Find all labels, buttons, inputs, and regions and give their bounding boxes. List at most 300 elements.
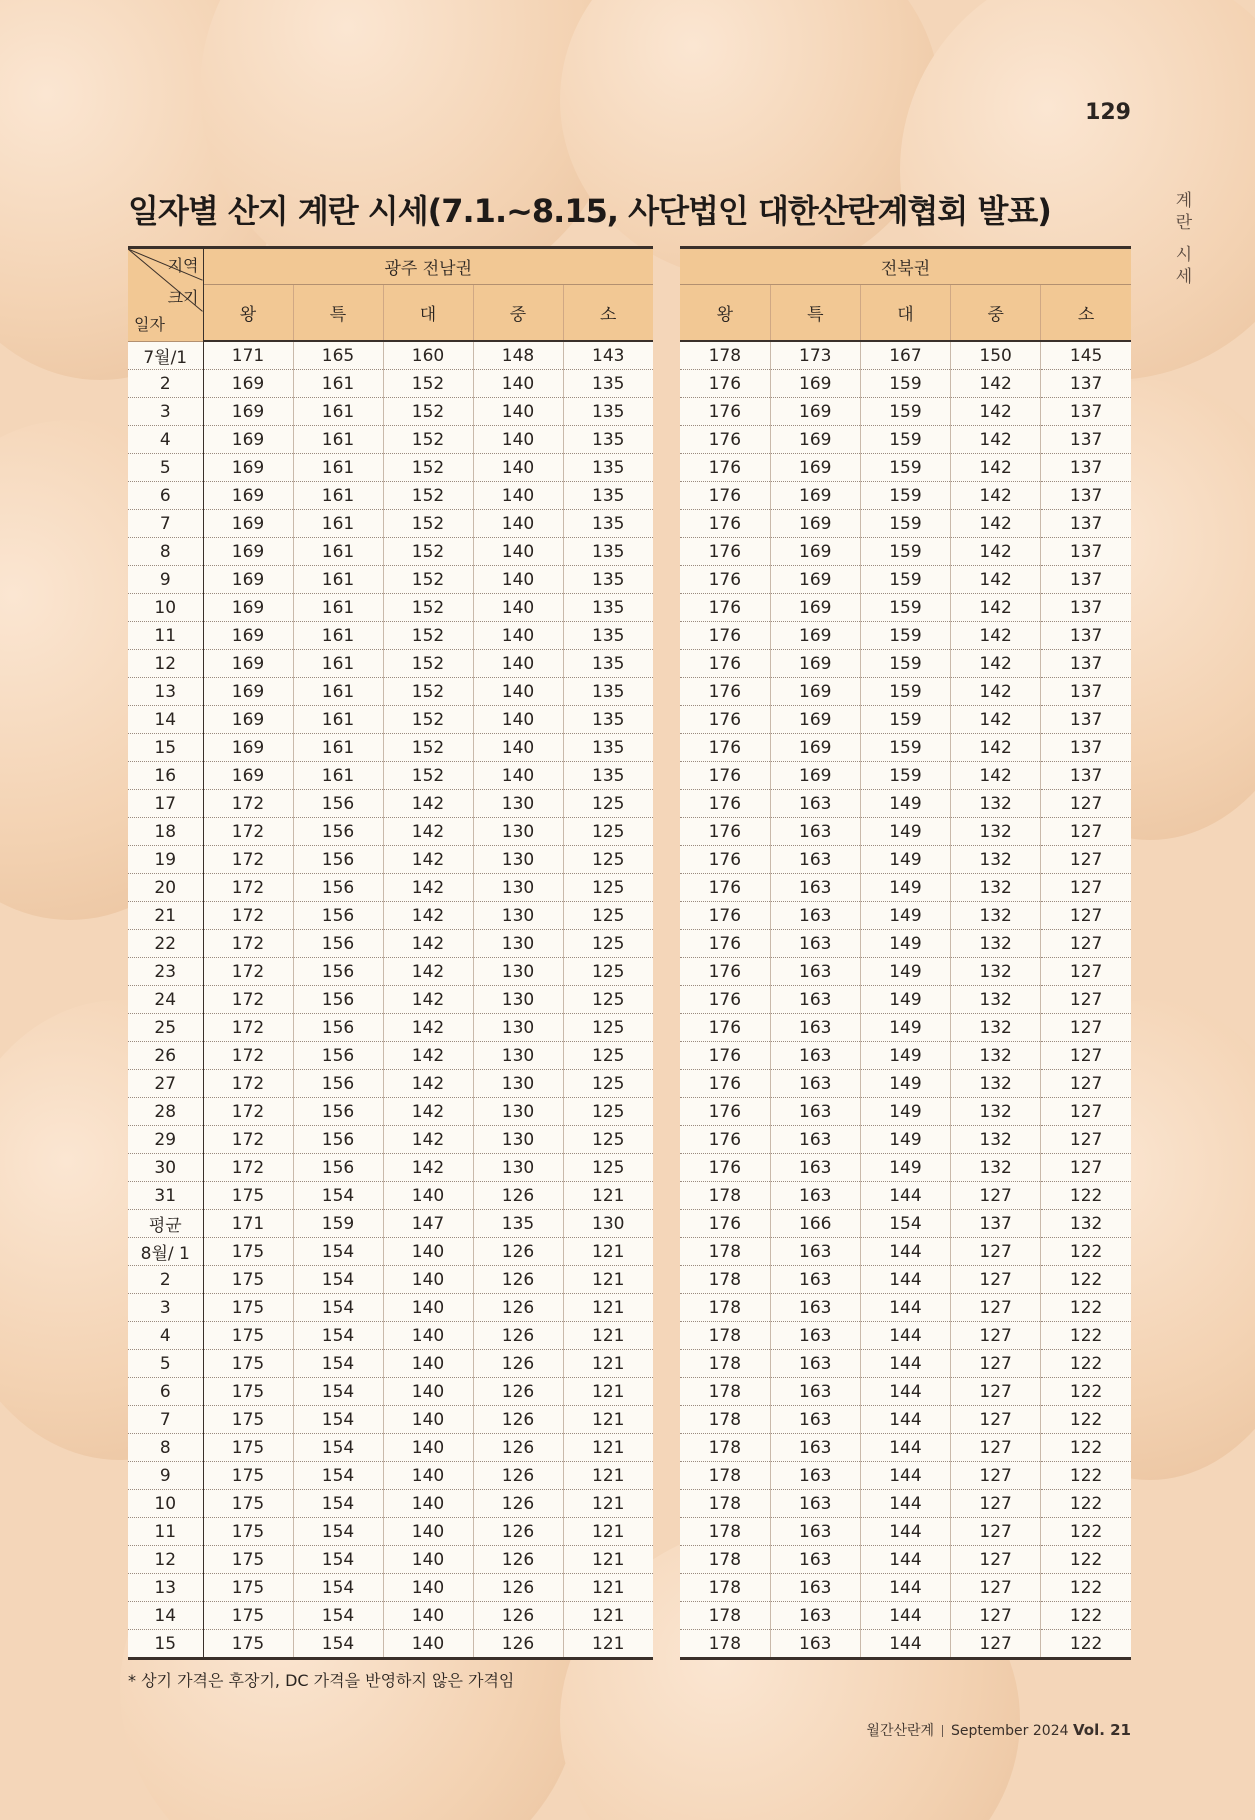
price-cell: 154 — [293, 1630, 383, 1659]
price-cell: 127 — [1041, 1126, 1131, 1154]
price-cell: 125 — [563, 1154, 653, 1182]
table-row — [128, 482, 653, 510]
price-cell: 132 — [951, 930, 1041, 958]
price-cell: 132 — [951, 1098, 1041, 1126]
size-header: 특 — [293, 285, 383, 342]
price-cell: 169 — [203, 762, 293, 790]
price-cell: 126 — [473, 1378, 563, 1406]
gwangju-jeonnam-table-container — [128, 246, 653, 1660]
price-cell: 154 — [293, 1490, 383, 1518]
jeonbuk-price-table — [680, 246, 1131, 1660]
price-cell: 126 — [473, 1322, 563, 1350]
price-cell: 169 — [203, 398, 293, 426]
price-cell: 159 — [860, 650, 950, 678]
corner-size-label: 크기 — [167, 288, 199, 307]
day-cell: 24 — [128, 986, 203, 1014]
table-row — [680, 1574, 1131, 1602]
price-cell: 163 — [770, 874, 860, 902]
price-cell: 126 — [473, 1182, 563, 1210]
price-cell: 121 — [563, 1630, 653, 1659]
price-cell: 137 — [1041, 678, 1131, 706]
price-cell: 125 — [563, 930, 653, 958]
price-cell: 142 — [951, 510, 1041, 538]
price-cell: 122 — [1041, 1546, 1131, 1574]
price-cell: 154 — [293, 1546, 383, 1574]
price-cell: 122 — [1041, 1378, 1131, 1406]
price-cell: 172 — [203, 1126, 293, 1154]
price-cell: 126 — [473, 1406, 563, 1434]
price-cell: 137 — [1041, 734, 1131, 762]
price-cell: 140 — [473, 454, 563, 482]
table-row — [680, 1378, 1131, 1406]
price-cell: 154 — [293, 1378, 383, 1406]
price-cell: 176 — [680, 566, 770, 594]
price-cell: 125 — [563, 818, 653, 846]
price-cell: 163 — [770, 902, 860, 930]
price-cell: 161 — [293, 538, 383, 566]
price-cell: 172 — [203, 902, 293, 930]
price-cell: 132 — [951, 1126, 1041, 1154]
page-number: 129 — [1085, 100, 1131, 125]
price-cell: 145 — [1041, 341, 1131, 370]
price-cell: 172 — [203, 1014, 293, 1042]
day-cell: 9 — [128, 1462, 203, 1490]
price-cell: 163 — [770, 1350, 860, 1378]
price-cell: 169 — [203, 650, 293, 678]
table-row — [680, 734, 1131, 762]
price-cell: 159 — [860, 566, 950, 594]
price-cell: 178 — [680, 341, 770, 370]
price-cell: 156 — [293, 1042, 383, 1070]
price-cell: 135 — [563, 678, 653, 706]
price-cell: 127 — [951, 1406, 1041, 1434]
price-cell: 121 — [563, 1238, 653, 1266]
price-cell: 130 — [473, 790, 563, 818]
price-cell: 169 — [770, 482, 860, 510]
price-cell: 127 — [1041, 874, 1131, 902]
price-cell: 148 — [473, 341, 563, 370]
price-cell: 160 — [383, 341, 473, 370]
price-cell: 130 — [473, 986, 563, 1014]
price-cell: 121 — [563, 1434, 653, 1462]
price-cell: 149 — [860, 902, 950, 930]
price-cell: 163 — [770, 1434, 860, 1462]
price-cell: 156 — [293, 1154, 383, 1182]
price-cell: 156 — [293, 1070, 383, 1098]
price-cell: 135 — [563, 398, 653, 426]
price-cell: 130 — [473, 958, 563, 986]
price-cell: 159 — [293, 1210, 383, 1238]
price-cell: 176 — [680, 986, 770, 1014]
table-row — [680, 1266, 1131, 1294]
side-label-char: 시 — [1175, 245, 1193, 265]
price-cell: 137 — [1041, 650, 1131, 678]
price-cell: 176 — [680, 482, 770, 510]
table-row — [680, 1098, 1131, 1126]
price-cell: 130 — [473, 1014, 563, 1042]
price-cell: 137 — [1041, 538, 1131, 566]
price-cell: 171 — [203, 341, 293, 370]
price-cell: 169 — [770, 678, 860, 706]
price-cell: 140 — [383, 1378, 473, 1406]
price-cell: 175 — [203, 1322, 293, 1350]
day-cell: 23 — [128, 958, 203, 986]
day-cell: 14 — [128, 1602, 203, 1630]
side-label-char: 세 — [1175, 267, 1193, 287]
price-cell: 122 — [1041, 1266, 1131, 1294]
price-cell: 152 — [383, 734, 473, 762]
price-cell: 127 — [951, 1462, 1041, 1490]
price-cell: 154 — [293, 1350, 383, 1378]
price-cell: 154 — [293, 1406, 383, 1434]
price-cell: 175 — [203, 1266, 293, 1294]
price-cell: 178 — [680, 1350, 770, 1378]
table-row — [128, 1602, 653, 1630]
price-cell: 176 — [680, 426, 770, 454]
price-cell: 143 — [563, 341, 653, 370]
price-cell: 152 — [383, 650, 473, 678]
price-cell: 163 — [770, 1042, 860, 1070]
price-cell: 144 — [860, 1238, 950, 1266]
table-row — [680, 1238, 1131, 1266]
price-cell: 169 — [203, 482, 293, 510]
jeonbuk-table-container — [680, 246, 1131, 1660]
price-cell: 127 — [1041, 930, 1131, 958]
price-cell: 122 — [1041, 1350, 1131, 1378]
price-cell: 142 — [383, 846, 473, 874]
price-cell: 140 — [473, 678, 563, 706]
price-cell: 142 — [951, 734, 1041, 762]
price-cell: 135 — [563, 762, 653, 790]
price-cell: 156 — [293, 1014, 383, 1042]
price-cell: 154 — [860, 1210, 950, 1238]
price-cell: 163 — [770, 1378, 860, 1406]
price-cell: 163 — [770, 1630, 860, 1659]
price-cell: 154 — [293, 1434, 383, 1462]
day-cell: 29 — [128, 1126, 203, 1154]
price-cell: 176 — [680, 930, 770, 958]
price-cell: 178 — [680, 1518, 770, 1546]
price-cell: 161 — [293, 678, 383, 706]
price-cell: 169 — [770, 622, 860, 650]
price-cell: 176 — [680, 678, 770, 706]
price-cell: 144 — [860, 1546, 950, 1574]
table-row — [128, 874, 653, 902]
price-cell: 127 — [1041, 1042, 1131, 1070]
price-cell: 140 — [383, 1574, 473, 1602]
price-cell: 135 — [563, 538, 653, 566]
size-header: 대 — [860, 285, 950, 342]
price-cell: 142 — [951, 426, 1041, 454]
price-cell: 140 — [383, 1294, 473, 1322]
day-cell: 18 — [128, 818, 203, 846]
price-cell: 142 — [383, 1042, 473, 1070]
price-cell: 169 — [203, 538, 293, 566]
table-row — [680, 1630, 1131, 1659]
price-cell: 125 — [563, 790, 653, 818]
price-cell: 127 — [1041, 818, 1131, 846]
price-cell: 137 — [1041, 398, 1131, 426]
price-cell: 167 — [860, 341, 950, 370]
price-cell: 169 — [770, 398, 860, 426]
price-cell: 172 — [203, 930, 293, 958]
price-cell: 132 — [951, 1042, 1041, 1070]
price-cell: 156 — [293, 986, 383, 1014]
table-row — [680, 706, 1131, 734]
price-cell: 169 — [770, 734, 860, 762]
price-cell: 130 — [473, 1154, 563, 1182]
price-cell: 175 — [203, 1630, 293, 1659]
price-cell: 152 — [383, 762, 473, 790]
price-cell: 149 — [860, 958, 950, 986]
table-row — [128, 370, 653, 398]
day-cell: 31 — [128, 1182, 203, 1210]
price-cell: 127 — [951, 1434, 1041, 1462]
price-cell: 154 — [293, 1266, 383, 1294]
footer-divider — [942, 1725, 943, 1737]
price-cell: 161 — [293, 650, 383, 678]
price-cell: 176 — [680, 790, 770, 818]
price-cell: 161 — [293, 762, 383, 790]
day-cell: 2 — [128, 370, 203, 398]
price-cell: 163 — [770, 1518, 860, 1546]
table-row — [128, 1266, 653, 1294]
price-cell: 126 — [473, 1238, 563, 1266]
price-cell: 163 — [770, 818, 860, 846]
day-cell: 7월/1 — [128, 341, 203, 370]
price-cell: 163 — [770, 1574, 860, 1602]
price-cell: 137 — [1041, 706, 1131, 734]
day-cell: 13 — [128, 678, 203, 706]
price-cell: 176 — [680, 370, 770, 398]
price-cell: 178 — [680, 1462, 770, 1490]
table-row — [680, 762, 1131, 790]
price-cell: 142 — [383, 1014, 473, 1042]
price-cell: 127 — [1041, 958, 1131, 986]
table-row — [680, 1322, 1131, 1350]
price-cell: 176 — [680, 1070, 770, 1098]
price-cell: 163 — [770, 1126, 860, 1154]
price-cell: 159 — [860, 678, 950, 706]
day-cell: 2 — [128, 1266, 203, 1294]
day-cell: 27 — [128, 1070, 203, 1098]
table-row — [128, 594, 653, 622]
price-cell: 175 — [203, 1546, 293, 1574]
table-row — [128, 341, 653, 370]
price-cell: 132 — [951, 874, 1041, 902]
table-row — [128, 1434, 653, 1462]
price-cell: 140 — [383, 1350, 473, 1378]
price-cell: 161 — [293, 622, 383, 650]
table-row — [128, 1574, 653, 1602]
volume-label: Vol. 21 — [1072, 1721, 1131, 1739]
price-cell: 161 — [293, 706, 383, 734]
price-cell: 126 — [473, 1546, 563, 1574]
price-cell: 163 — [770, 1294, 860, 1322]
price-cell: 122 — [1041, 1518, 1131, 1546]
price-cell: 149 — [860, 930, 950, 958]
table-row — [128, 1322, 653, 1350]
price-cell: 121 — [563, 1546, 653, 1574]
price-cell: 122 — [1041, 1322, 1131, 1350]
price-cell: 137 — [1041, 622, 1131, 650]
price-cell: 142 — [383, 874, 473, 902]
table-row — [680, 1406, 1131, 1434]
table-row — [680, 650, 1131, 678]
price-cell: 125 — [563, 958, 653, 986]
price-cell: 140 — [473, 482, 563, 510]
price-cell: 163 — [770, 790, 860, 818]
price-cell: 125 — [563, 846, 653, 874]
price-cell: 126 — [473, 1462, 563, 1490]
price-cell: 156 — [293, 874, 383, 902]
price-cell: 163 — [770, 1098, 860, 1126]
price-cell: 135 — [563, 706, 653, 734]
table-row — [128, 1098, 653, 1126]
price-cell: 149 — [860, 1070, 950, 1098]
price-cell: 142 — [951, 622, 1041, 650]
day-cell: 12 — [128, 650, 203, 678]
price-cell: 169 — [770, 454, 860, 482]
table-row — [680, 1434, 1131, 1462]
price-cell: 161 — [293, 454, 383, 482]
price-cell: 132 — [951, 790, 1041, 818]
price-cell: 172 — [203, 874, 293, 902]
price-cell: 122 — [1041, 1490, 1131, 1518]
table-row — [680, 874, 1131, 902]
price-cell: 156 — [293, 846, 383, 874]
price-cell: 152 — [383, 566, 473, 594]
day-cell: 7 — [128, 510, 203, 538]
price-cell: 152 — [383, 454, 473, 482]
price-cell: 125 — [563, 1014, 653, 1042]
table-row — [680, 1126, 1131, 1154]
price-cell: 169 — [770, 762, 860, 790]
price-cell: 163 — [770, 1266, 860, 1294]
table-row — [128, 678, 653, 706]
price-cell: 127 — [1041, 1070, 1131, 1098]
price-cell: 121 — [563, 1182, 653, 1210]
day-cell: 10 — [128, 594, 203, 622]
day-cell: 9 — [128, 566, 203, 594]
price-cell: 149 — [860, 1154, 950, 1182]
table-row — [680, 678, 1131, 706]
price-cell: 169 — [770, 566, 860, 594]
price-cell: 161 — [293, 370, 383, 398]
price-cell: 163 — [770, 1546, 860, 1574]
price-cell: 140 — [383, 1518, 473, 1546]
table-row — [680, 986, 1131, 1014]
price-cell: 163 — [770, 930, 860, 958]
price-cell: 176 — [680, 902, 770, 930]
table-row — [680, 930, 1131, 958]
price-cell: 144 — [860, 1434, 950, 1462]
price-cell: 142 — [951, 762, 1041, 790]
price-cell: 163 — [770, 1014, 860, 1042]
price-cell: 125 — [563, 1070, 653, 1098]
price-cell: 175 — [203, 1294, 293, 1322]
price-cell: 144 — [860, 1182, 950, 1210]
price-cell: 172 — [203, 818, 293, 846]
price-cell: 176 — [680, 818, 770, 846]
price-cell: 144 — [860, 1406, 950, 1434]
price-cell: 142 — [383, 1070, 473, 1098]
price-cell: 178 — [680, 1434, 770, 1462]
price-cell: 176 — [680, 1126, 770, 1154]
table-row — [128, 1546, 653, 1574]
price-cell: 159 — [860, 706, 950, 734]
price-cell: 135 — [563, 566, 653, 594]
price-cell: 130 — [563, 1210, 653, 1238]
price-cell: 127 — [951, 1490, 1041, 1518]
price-cell: 144 — [860, 1602, 950, 1630]
price-cell: 169 — [203, 706, 293, 734]
price-cell: 156 — [293, 958, 383, 986]
price-cell: 154 — [293, 1574, 383, 1602]
price-cell: 144 — [860, 1574, 950, 1602]
price-cell: 161 — [293, 426, 383, 454]
price-cell: 175 — [203, 1574, 293, 1602]
price-cell: 144 — [860, 1378, 950, 1406]
price-cell: 149 — [860, 1126, 950, 1154]
price-cell: 154 — [293, 1518, 383, 1546]
price-cell: 127 — [951, 1630, 1041, 1659]
price-cell: 159 — [860, 454, 950, 482]
day-cell: 21 — [128, 902, 203, 930]
table-row — [128, 734, 653, 762]
price-cell: 140 — [473, 538, 563, 566]
day-cell: 8 — [128, 538, 203, 566]
corner-region-label: 지역 — [167, 256, 199, 275]
region-header-gwangju: 광주 전남권 — [203, 248, 653, 285]
price-cell: 176 — [680, 538, 770, 566]
day-cell: 11 — [128, 622, 203, 650]
price-cell: 132 — [951, 846, 1041, 874]
size-header: 소 — [1041, 285, 1131, 342]
price-cell: 126 — [473, 1602, 563, 1630]
price-cell: 169 — [770, 426, 860, 454]
price-cell: 176 — [680, 594, 770, 622]
table-row — [128, 1490, 653, 1518]
price-cell: 127 — [951, 1574, 1041, 1602]
price-cell: 127 — [1041, 1014, 1131, 1042]
table-row — [680, 1154, 1131, 1182]
gwangju-jeonnam-price-table — [128, 246, 653, 1660]
table-row — [128, 706, 653, 734]
price-cell: 176 — [680, 622, 770, 650]
day-cell: 20 — [128, 874, 203, 902]
region-header-jeonbuk: 전북권 — [680, 248, 1131, 285]
price-cell: 137 — [1041, 762, 1131, 790]
price-cell: 142 — [951, 538, 1041, 566]
day-cell: 6 — [128, 482, 203, 510]
table-row — [680, 594, 1131, 622]
price-cell: 135 — [563, 594, 653, 622]
price-cell: 130 — [473, 846, 563, 874]
price-cell: 172 — [203, 986, 293, 1014]
day-cell: 16 — [128, 762, 203, 790]
price-cell: 135 — [563, 482, 653, 510]
table-row — [128, 1294, 653, 1322]
price-cell: 122 — [1041, 1602, 1131, 1630]
price-cell: 127 — [951, 1378, 1041, 1406]
price-cell: 130 — [473, 902, 563, 930]
price-cell: 178 — [680, 1602, 770, 1630]
price-cell: 142 — [951, 482, 1041, 510]
price-cell: 169 — [203, 594, 293, 622]
size-header: 중 — [951, 285, 1041, 342]
price-cell: 176 — [680, 874, 770, 902]
